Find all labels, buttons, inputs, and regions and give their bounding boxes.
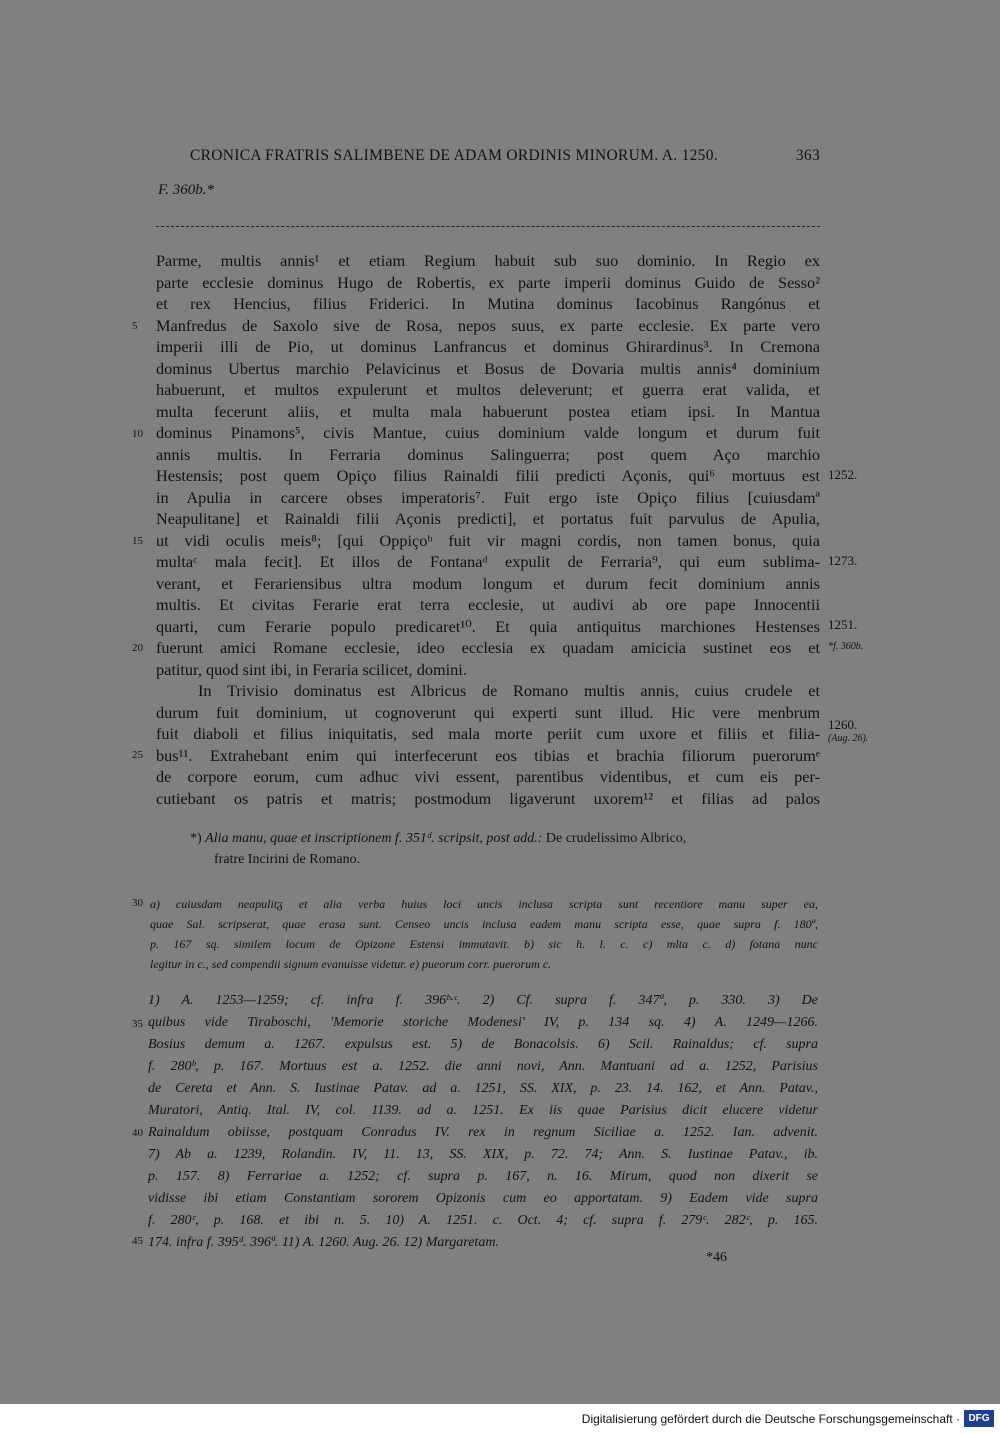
text-line: fuit diaboli et filius iniquitatis, sed mala morte periit cum uxore et filiis et filia- bbox=[156, 724, 820, 743]
text-line: Hestensis; post quem Opiço filius Rainaldi filii predicti Açonis, qui⁶ mortuus est bbox=[156, 466, 820, 485]
margin-folio: *f. 360b. bbox=[828, 641, 864, 652]
text-line: bus¹¹. Extrahebant enim qui interfecerunt eos tibias et brachia filiorum puerorumᵉ bbox=[156, 745, 820, 765]
text-line: Neapulitane] et Rainaldi filii Açonis predicti], et portatus fuit parvulus de Apulia, bbox=[156, 509, 820, 528]
text-line: multis. Et civitas Ferarie erat terra ecclesie, ut audivi ab ore pape Innocentii bbox=[156, 595, 820, 614]
asterisk-note-text: De crudelissimo Albrico, bbox=[545, 831, 687, 846]
footnote-line: Bosius demum a. 1267. expulsus est. 5) de Bonacolsis. 6) Scil. Rainaldus; cf. supra bbox=[148, 1037, 818, 1052]
margin-date: 1273. bbox=[828, 553, 858, 568]
text-line: quarti, cum Ferarie populo predicaret¹⁰. Et quia antiquitus marchiones Hestenses bbox=[156, 616, 820, 636]
page-number: 363 bbox=[795, 147, 820, 164]
asterisk-note-italic: Alia manu, quae et inscriptionem f. 351ᵈ. scripsit, post add.: bbox=[205, 831, 543, 846]
line-number: 5 bbox=[132, 320, 138, 332]
text-line: in Apulia in carcere obses imperatoris⁷. Fuit ergo iste Opiço filius [cuiusdamª bbox=[156, 487, 820, 507]
apparatus-line: quae Sal. scripserat, quae erasa sunt. Censeo uncis inclusa eadem manu scripta esse, quae supra f. 180ª, bbox=[150, 917, 818, 931]
line-number: 35 bbox=[132, 1018, 143, 1030]
line-number: 10 bbox=[132, 428, 143, 440]
text-line: In Trivisio dominatus est Albricus de Romano multis annis, cuius crudele et bbox=[198, 681, 820, 700]
text-line: Parme, multis annis¹ et etiam Regium habuit sub suo dominio. In Regio ex bbox=[156, 251, 820, 270]
text-line: ut vidi oculis meis⁸; [qui Oppiçoᵇ fuit vir magni cordis, non tamen bonus, quia bbox=[156, 530, 820, 550]
signature-mark: *46 bbox=[706, 1250, 727, 1265]
text-line: fuerunt amici Romane ecclesie, ideo ecclesia ex quadam amicicia sustinet eos et bbox=[156, 638, 820, 657]
footnote-line: 7) Ab a. 1239, Rolandin. IV, 11. 13, SS. XIX, p. 72. 74; Ann. S. Iustinae Patav., ib. bbox=[148, 1147, 818, 1162]
asterisk-mark: *) bbox=[190, 831, 202, 846]
footnote-line: de Cereta et Ann. S. Iustinae Patav. ad a. 1251, SS. XIX, p. 23. 14. 162, et Ann. Patav., bbox=[148, 1081, 818, 1096]
text-line: cutiebant os patris et matris; postmodum ligaverunt uxorem¹² et filias ad palos bbox=[156, 788, 820, 808]
line-number: 15 bbox=[132, 535, 143, 547]
margin-date: 1251. bbox=[828, 617, 858, 632]
footnote-line: f. 280ᵇ, p. 167. Mortuus est a. 1252. die anni novi, Ann. Mantuani ad a. 1252, Parisius bbox=[148, 1059, 818, 1074]
footnote-line: vidisse ibi etiam Constantiam sororem Opizonis cum eo apportatam. 9) Eadem vide supra bbox=[148, 1191, 818, 1206]
text-line: annis multis. In Ferraria dominus Salinguerra; post quem Aço marchio bbox=[156, 444, 820, 464]
running-header bbox=[190, 147, 820, 165]
text-line: dominus Ubertus marchio Pelavicinus et Bosus de Dovaria multis annis⁴ dominium bbox=[156, 358, 820, 378]
text-line: parte ecclesie dominus Hugo de Robertis, ex parte imperii dominus Guido de Sesso² bbox=[156, 272, 820, 292]
footnote-line: Rainaldum obiisse, postquam Conradus IV. rex in regnum Siciliae a. 1252. Ian. advenit. bbox=[148, 1125, 818, 1140]
text-line: multa fecerunt aliis, et multa mala habuerunt postea etiam ipsi. In Mantua bbox=[156, 401, 820, 421]
asterisk-note-line2: fratre Incirini de Romano. bbox=[214, 852, 361, 867]
footnote-line: Muratori, Antiq. Ital. IV, col. 1139. ad a. 1251. Ex iis quae Parisius dicit elucere videtur bbox=[148, 1103, 818, 1118]
folio-reference: F. 360b.* bbox=[158, 182, 214, 198]
line-number: 30 bbox=[132, 897, 143, 909]
digitization-footer bbox=[0, 1404, 1000, 1434]
text-line: dominus Pinamons⁵, civis Mantue, cuius dominium valde longum et durum fuit bbox=[156, 423, 820, 442]
text-line: verant, et Ferariensibus ultra modum longum et durum fecit dominium annis bbox=[156, 573, 820, 593]
line-number: 20 bbox=[132, 642, 143, 654]
header-title: CRONICA FRATRIS SALIMBENE DE ADAM ORDINIS MINORUM. A. 1250. bbox=[190, 147, 718, 164]
text-line: patitur, quod sint ibi, in Feraria scilicet, domini. bbox=[156, 659, 467, 679]
text-line: durum fuit dominium, ut cognoverunt qui experti sunt illud. Hic vere menbrum bbox=[156, 702, 820, 722]
apparatus-line: a) cuiusdam neapulitᵹ et alia verba huius loci uncis inclusa scripta sunt recentiore manu super ea, bbox=[150, 897, 818, 911]
footnote-line: 1) A. 1253—1259; cf. infra f. 396ᵇ·ᶜ. 2) Cf. supra f. 347ª, p. 330. 3) De bbox=[148, 993, 818, 1008]
text-line: imperii illi de Pio, ut dominus Lanfrancus et dominus Ghirardinus³. In Cremona bbox=[156, 337, 820, 356]
text-line: de corpore eorum, cum adhuc vivi essent, parentibus videntibus, et cum eis per- bbox=[156, 767, 820, 786]
footnote-line: 174. infra f. 395ᵈ. 396ª. 11) A. 1260. Aug. 26. 12) Margaretam. bbox=[148, 1235, 499, 1250]
text-line: et rex Hencius, filius Friderici. In Mutina dominus Iacobinus Rangónus et bbox=[156, 294, 820, 313]
line-number: 25 bbox=[132, 749, 143, 761]
apparatus-line: p. 167 sq. similem locum de Opizone Estensi immutavit. b) sic h. l. c. c) mlta c. d) fotana nunc bbox=[150, 937, 818, 951]
apparatus-line: legitur in c., sed compendii signum evanuisse videtur. e) pueorum corr. puerorum c. bbox=[150, 957, 552, 971]
line-number: 45 bbox=[132, 1235, 143, 1247]
footnote-line: p. 157. 8) Ferrariae a. 1252; cf. supra p. 167, n. 16. Mirum, quod non dixerit se bbox=[148, 1169, 818, 1184]
margin-date: 1260. bbox=[828, 717, 858, 732]
header-rule bbox=[156, 226, 820, 227]
margin-date: 1252. bbox=[828, 467, 858, 482]
footnote-line: quibus vide Tiraboschi, 'Memorie storiche Modenesi' IV, p. 134 sq. 4) A. 1249—1266. bbox=[148, 1015, 818, 1030]
text-line: Manfredus de Saxolo sive de Rosa, nepos suus, ex parte ecclesie. Ex parte vero bbox=[156, 315, 820, 335]
line-number: 40 bbox=[132, 1127, 143, 1139]
dfg-logo-icon: DFG bbox=[964, 1410, 994, 1427]
text-line: habuerunt, et multos expulerunt et multos deleverunt; et guerra erat valida, et bbox=[156, 380, 820, 399]
footnote-line: f. 280ᶜ, p. 168. et ibi n. 5. 10) A. 1251. c. Oct. 4; cf. supra f. 279ᶜ. 282ᶜ, p. 165. bbox=[148, 1213, 818, 1228]
text-line: multaᶜ mala fecit]. Et illos de Fontanaᵈ expulit de Ferraria⁹, qui eum sublima- bbox=[156, 552, 820, 571]
margin-date-detail: (Aug. 26). bbox=[828, 733, 869, 744]
footer-credit: Digitalisierung gefördert durch die Deutsche Forschungsgemeinschaft · bbox=[581, 1412, 960, 1426]
